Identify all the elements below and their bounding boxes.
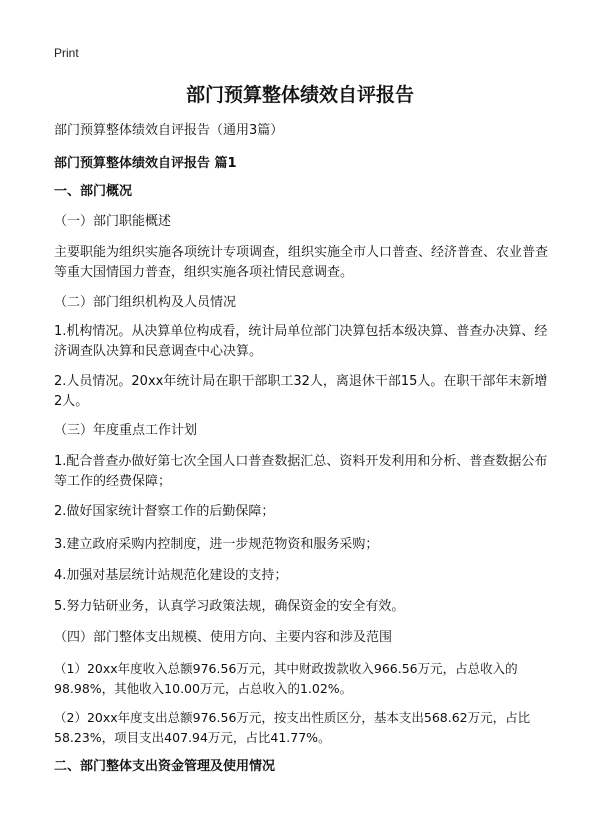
- section-1-4-paragraph-2: （2）20xx年度支出总额976.56万元，按支出性质区分，基本支出568.62万元，占比58.23%，项目支出407.94万元，占比41.77%。: [54, 710, 531, 745]
- section-1-2-heading: （二）部门组织机构及人员情况: [54, 295, 237, 310]
- section-2-heading: 二、部门整体支出资金管理及使用情况: [54, 759, 276, 774]
- document-title: 部门预算整体绩效自评报告: [185, 84, 414, 106]
- plan-item-5: 5.努力钻研业务，认真学习政策法规，确保资金的安全有效。: [54, 599, 405, 614]
- print-label[interactable]: Print: [54, 46, 79, 60]
- document-subtitle: 部门预算整体绩效自评报告（通用3篇）: [54, 123, 284, 138]
- section-1-3-heading: （三）年度重点工作计划: [54, 423, 198, 438]
- section-1-4-heading: （四）部门整体支出规模、使用方向、主要内容和涉及范围: [54, 630, 393, 645]
- section-1-1-heading: （一）部门职能概述: [54, 214, 172, 229]
- plan-item-1: 1.配合普查办做好第七次全国人口普查数据汇总、资料开发利用和分析、普查数据公布等工作的经费保障；: [54, 454, 548, 489]
- plan-item-3: 3.建立政府采购内控制度，进一步规范物资和服务采购；: [54, 537, 379, 552]
- article-heading: 部门预算整体绩效自评报告 篇1: [54, 156, 237, 171]
- plan-item-2: 2.做好国家统计督察工作的后勤保障；: [54, 504, 275, 519]
- plan-item-4: 4.加强对基层统计站规范化建设的支持；: [54, 568, 288, 583]
- section-1-heading: 一、部门概况: [54, 184, 133, 199]
- section-1-2-paragraph-1: 1.机构情况。从决算单位构成看，统计局单位部门决算包括本级决算、普查办决算、经济调查队决算和民意调查中心决算。: [54, 324, 548, 359]
- section-1-2-paragraph-2: 2.人员情况。20xx年统计局在职干部职工32人，离退休干部15人。在职干部年末新增2人。: [54, 374, 548, 409]
- section-1-4-paragraph-1: （1）20xx年度收入总额976.56万元，其中财政拨款收入966.56万元，占总收入的98.98%，其他收入10.00万元，占总收入的1.02%。: [54, 661, 518, 696]
- section-1-1-text: 主要职能为组织实施各项统计专项调查，组织实施全市人口普查、经济普查、农业普查等重大国情国力普查，组织实施各项社情民意调查。: [54, 245, 549, 280]
